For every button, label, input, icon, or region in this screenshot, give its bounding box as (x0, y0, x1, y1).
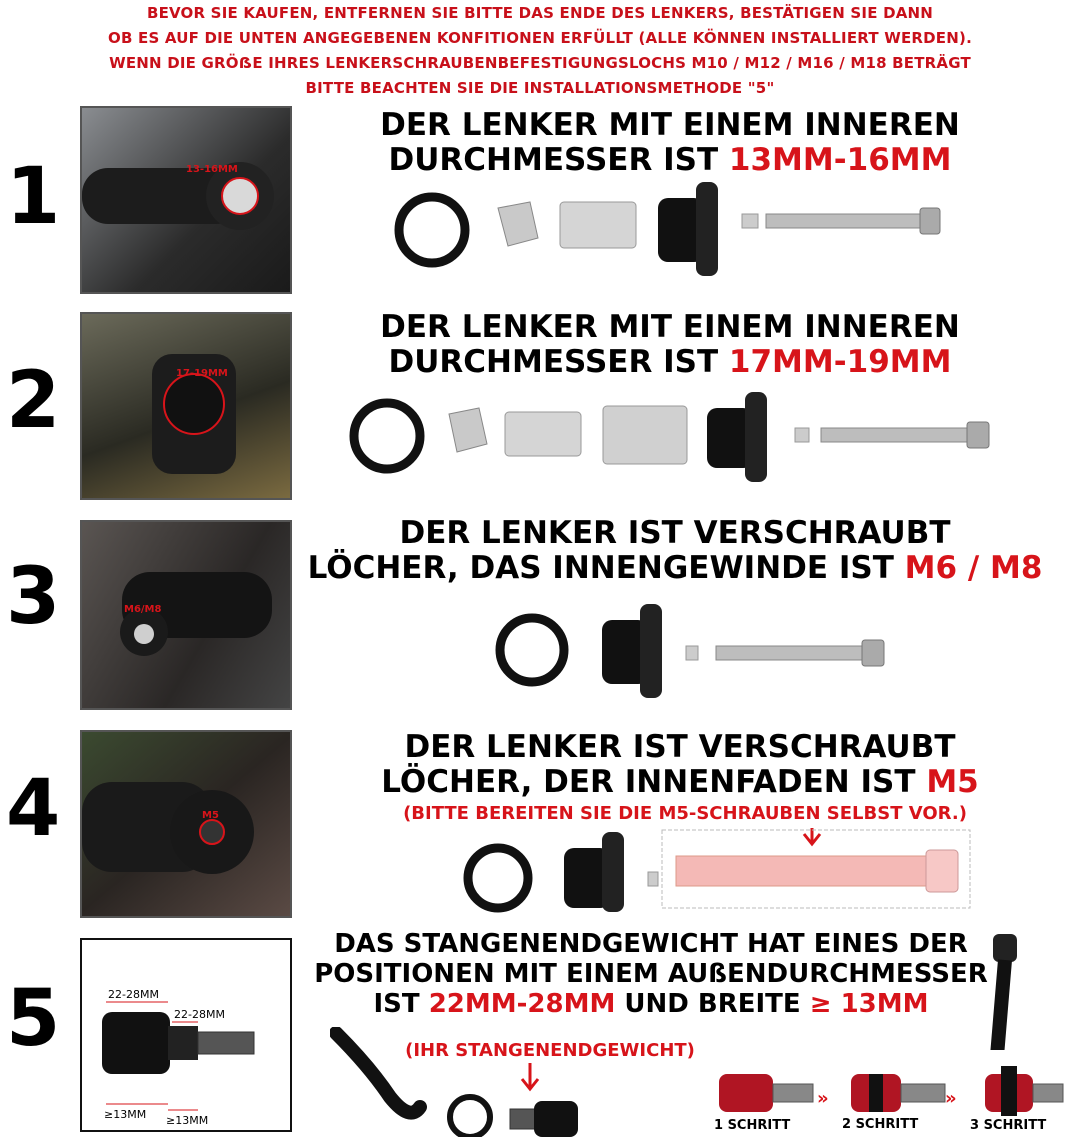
section-5-parts (330, 1027, 650, 1137)
section-4-parts (460, 826, 1020, 916)
section-5-dimension-box (80, 938, 292, 1132)
section-4-title-line-1: DER LENKER IST VERSCHRAUBT (404, 729, 956, 765)
header-line-1: BEVOR SIE KAUFEN, ENTFERNEN SIE BITTE DAS ENDE DES LENKERS, BESTÄTIGEN SIE DANN (146, 4, 934, 22)
step-1-label: 1 SCHRITT (714, 1118, 791, 1133)
section-4-title-line-2: LÖCHER, DER INNENFADEN IST M5 (381, 763, 979, 800)
section-number-5: 5 (6, 974, 61, 1064)
header-line-3: WENN DIE GRÖẞE IHRES LENKERSCHRAUBENBEFESTIGUNGSLOCHS M10 / M12 / M16 / M18 BETRÄGT (109, 54, 971, 72)
header-line-2: OB ES AUF DIE UNTEN ANGEGEBENEN KONFITIONEN ERFÜLLT (ALLE KÖNNEN INSTALLIERT WERDEN). (108, 29, 972, 47)
section-3-parts (490, 600, 930, 700)
section-3-title-line-2: LÖCHER, DAS INNENGEWINDE IST M6 / M8 (307, 549, 1043, 586)
section-2-title (330, 310, 1010, 379)
own-weight-label: (IHR STANGENENDGEWICHT) (405, 1040, 695, 1061)
section-4-photo (80, 730, 292, 918)
section-number-1: 1 (6, 152, 61, 242)
section-2-title-line-1: DER LENKER MIT EINEM INNEREN (380, 309, 960, 345)
bar-end-weight-dimension-drawing (82, 940, 290, 1130)
section-2-parts (345, 388, 1005, 488)
section-5-title-line-2: POSITIONEN MIT EINEM AUßENDURCHMESSER (314, 958, 988, 989)
handlebar-photo-illustration (82, 108, 290, 292)
section-5-steps-lever (695, 930, 1035, 1050)
section-number-2: 2 (6, 356, 61, 446)
section-1-photo (80, 106, 292, 294)
section-1-title-line-1: DER LENKER MIT EINEM INNEREN (380, 107, 960, 143)
dimension-width-label-a: ≥13MM (104, 1108, 147, 1121)
handlebar-photo-illustration (82, 522, 290, 708)
dimension-outer-diameter-label: 22-28MM (108, 988, 159, 1001)
section-5-title-line-3: IST 22MM-28MM UND BREITE ≥ 13MM (373, 988, 929, 1019)
step-3-label: 3 SCHRITT (970, 1118, 1047, 1133)
section-1-title-line-2: DURCHMESSER IST 13MM-16MM (388, 141, 952, 178)
section-1-title (330, 108, 1010, 177)
step-2-label: 2 SCHRITT (842, 1117, 919, 1132)
header-line-4: BITTE BEACHTEN SIE DIE INSTALLATIONSMETHODE "5" (305, 79, 775, 97)
section-number-3: 3 (6, 552, 61, 642)
section-3-photo (80, 520, 292, 710)
svg-text:»: » (817, 1088, 829, 1109)
dimension-inner-diameter-label: 22-28MM (174, 1008, 225, 1021)
section-number-4: 4 (6, 764, 61, 854)
section-2-photo-label: 17-19MM (176, 368, 228, 379)
section-4-photo-label: M5 (202, 810, 219, 821)
section-2-title-line-2: DURCHMESSER IST 17MM-19MM (388, 343, 952, 380)
svg-text:»: » (945, 1088, 957, 1109)
handlebar-photo-illustration (82, 314, 290, 498)
handlebar-photo-illustration (82, 732, 290, 916)
section-3-title-line-1: DER LENKER IST VERSCHRAUBT (399, 515, 951, 551)
section-3-photo-label: M6/M8 (124, 604, 162, 615)
section-1-photo-label: 13-16MM (186, 164, 238, 175)
section-4-title (330, 730, 1030, 799)
section-1-parts (390, 180, 1010, 290)
section-5-title-line-1: DAS STANGENENDGEWICHT HAT EINES DER (334, 929, 968, 959)
section-2-photo (80, 312, 292, 500)
section-4-note: (BITTE BEREITEN SIE DIE M5-SCHRAUBEN SELBST VOR.) (403, 803, 967, 824)
dimension-width-label-b: ≥13MM (166, 1114, 209, 1127)
section-3-title (300, 516, 1050, 585)
